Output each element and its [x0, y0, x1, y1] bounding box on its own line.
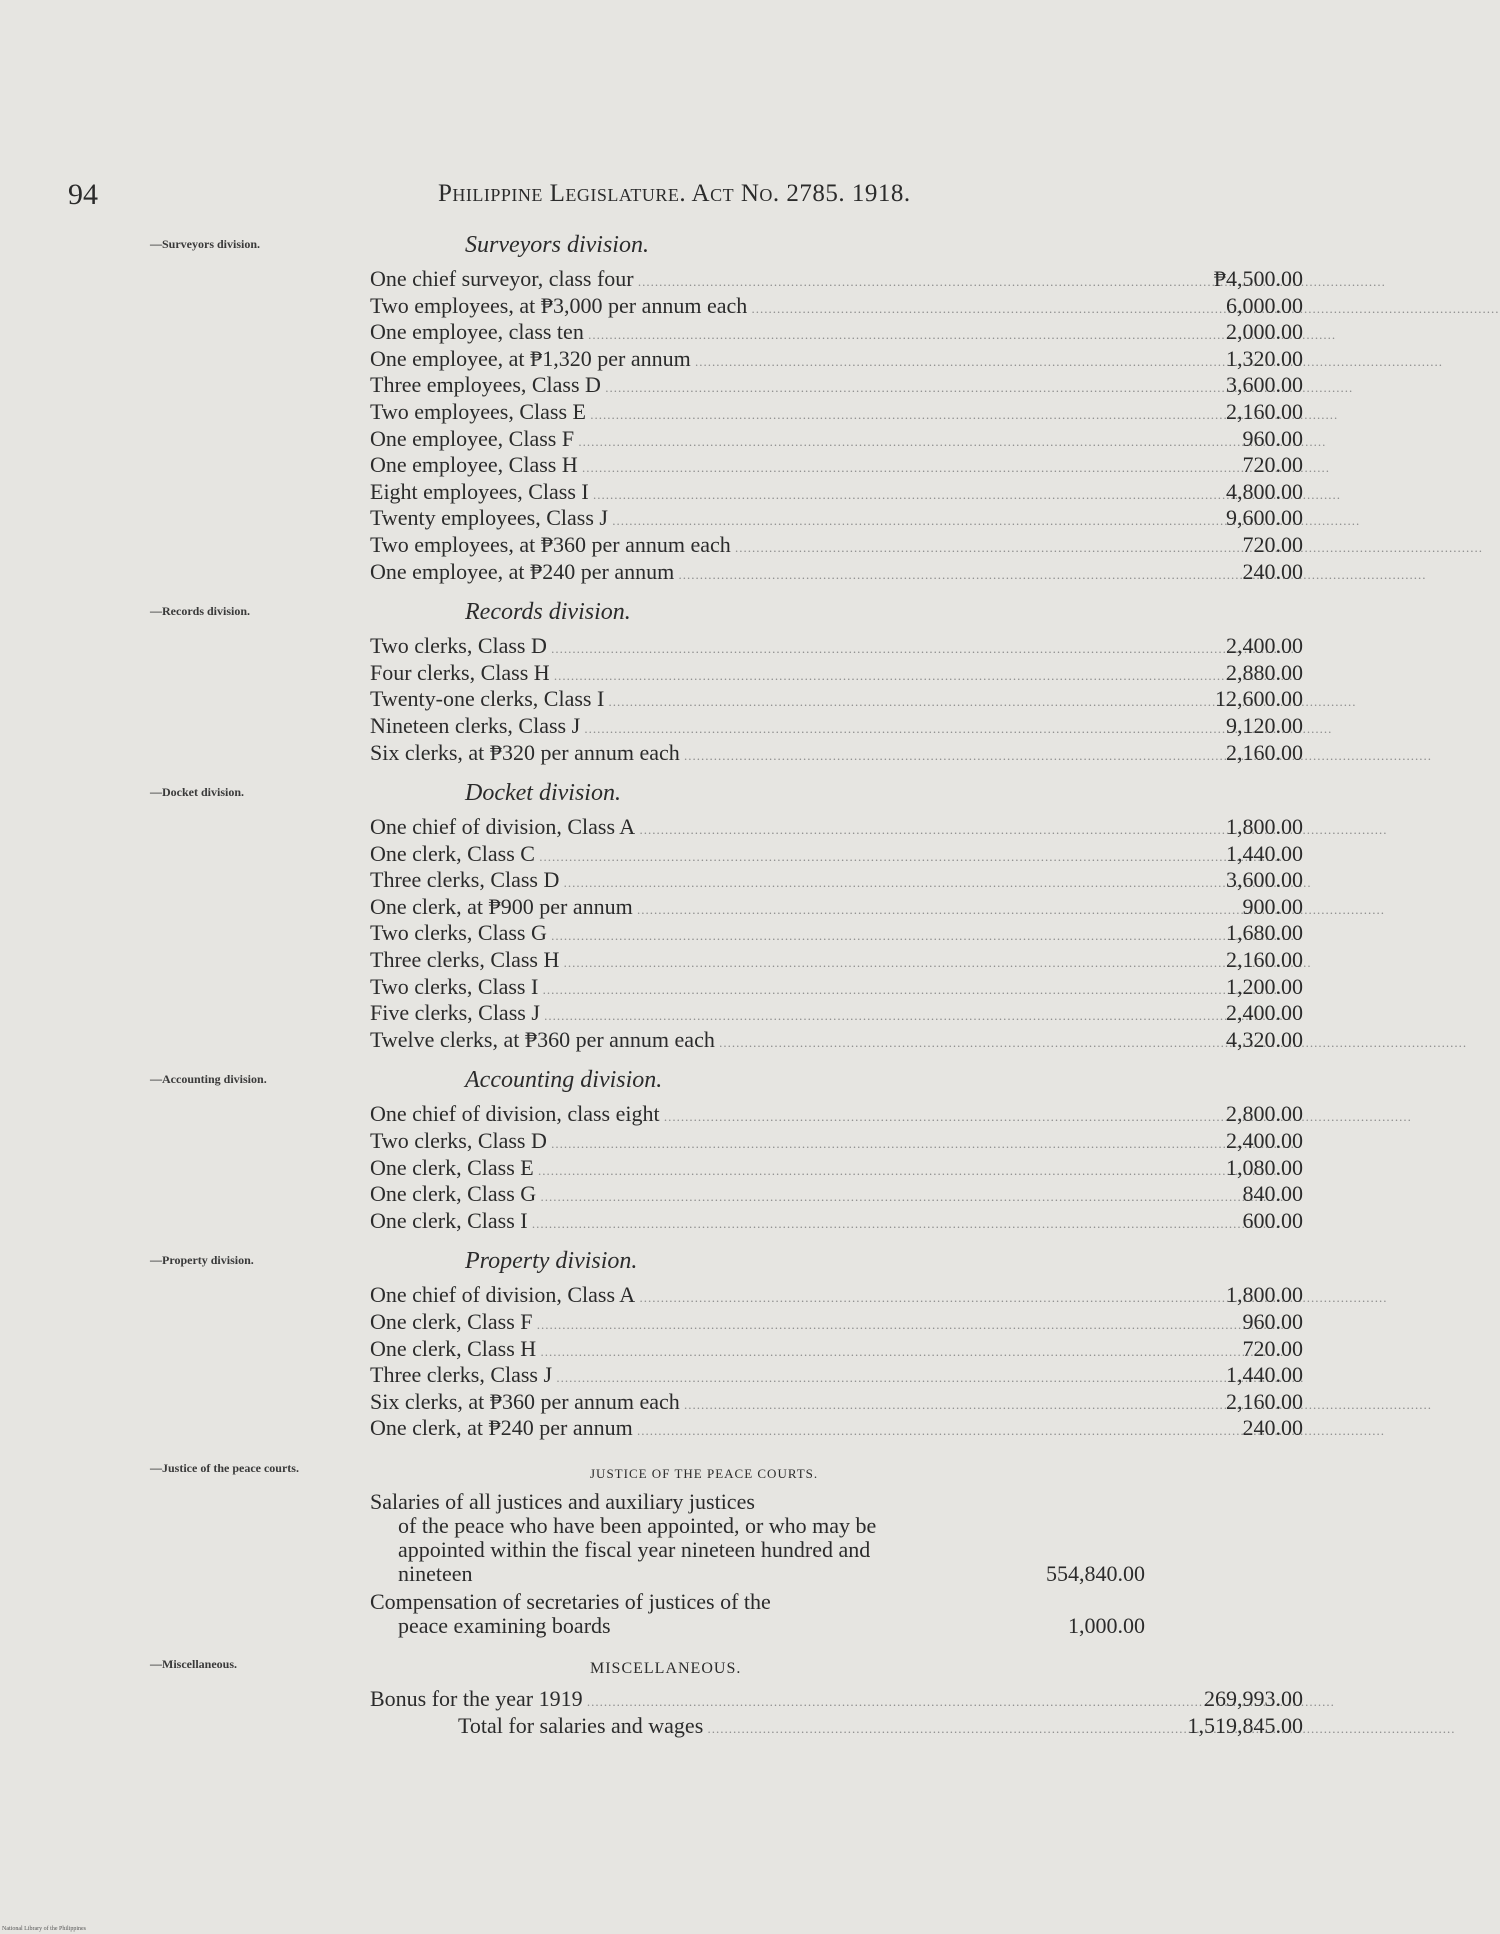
item-amount: 960.00 — [1242, 1309, 1303, 1334]
line-item — [150, 266, 1303, 293]
line-items — [150, 1282, 1303, 1442]
line-item — [150, 1335, 1303, 1363]
section-title: JUSTICE OF THE PEACE COURTS. — [590, 1465, 819, 1481]
line-item — [150, 1154, 1303, 1182]
line-items — [150, 266, 1303, 585]
item-amount: 2,160.00 — [1226, 398, 1303, 424]
item-label: One clerk, Class I ..... — [370, 1208, 1108, 1238]
line-item — [150, 505, 1303, 532]
item-label: One chief surveyor, class four ..... — [370, 266, 1108, 296]
line-item — [150, 814, 1303, 841]
item-text-rest: of the peace who have been appointed, or who may be appointed within the fiscal year nineteen hundred and nineteen — [398, 1512, 877, 1586]
item-amount: 3,600.00 — [1226, 867, 1303, 893]
line-item — [150, 372, 1303, 399]
records-section — [150, 599, 1303, 766]
item-amount: 2,400.00 — [1226, 1000, 1303, 1026]
item-amount: 1,080.00 — [1226, 1154, 1303, 1180]
section-head — [150, 1652, 1160, 1686]
item-label: One chief of division, class eight ..... — [370, 1101, 1108, 1131]
line-item — [150, 1101, 1303, 1128]
line-item — [150, 739, 1303, 767]
miscellaneous-section — [150, 1652, 1303, 1739]
line-items — [150, 1101, 1303, 1234]
line-item — [150, 686, 1303, 713]
item-amount: 12,600.00 — [1215, 686, 1303, 712]
item-amount: 1,800.00 — [1226, 1282, 1303, 1308]
line-item — [150, 893, 1303, 921]
item-amount: 240.00 — [1242, 558, 1303, 584]
line-item — [150, 712, 1303, 740]
item-label: Two employees, Class E ..... — [370, 399, 1108, 429]
line-item — [150, 558, 1303, 586]
item-amount: 1,000.00 — [1068, 1612, 1145, 1638]
item-label: One clerk, Class F ..... — [370, 1309, 1108, 1339]
appropriation-content — [150, 232, 1303, 1753]
total-amount: 1,519,845.00 — [1187, 1712, 1303, 1738]
property-section — [150, 1248, 1303, 1442]
line-item — [150, 1362, 1303, 1389]
item-label: Three employees, Class D ..... — [370, 372, 1108, 402]
margin-note: —Docket division. — [150, 785, 245, 800]
line-item — [150, 1207, 1303, 1235]
item-label: One clerk, Class H ..... — [370, 1336, 1108, 1366]
line-item — [150, 840, 1303, 868]
item-amount: 720.00 — [1242, 452, 1303, 478]
section-head — [150, 1248, 1160, 1282]
item-label: Three clerks, Class D ..... — [370, 867, 1108, 897]
line-item — [150, 920, 1303, 947]
section-title: Surveyors division. — [465, 232, 649, 258]
margin-note: —Surveyors division. — [150, 237, 261, 251]
item-amount: ₱4,500.00 — [1213, 266, 1303, 291]
line-item — [150, 659, 1303, 687]
total-label: Total for salaries and wages ..... — [370, 1713, 1108, 1743]
margin-note: —Justice of the peace courts. — [150, 1460, 299, 1475]
section-title: Docket division. — [465, 780, 621, 807]
item-amount: 2,880.00 — [1226, 659, 1303, 685]
item-label: Two clerks, Class G ..... — [370, 920, 1108, 950]
section-title: Records division. — [465, 599, 631, 626]
item-text — [370, 1490, 950, 1586]
item-label: One clerk, at ₱900 per annum ..... — [370, 894, 1108, 924]
line-item — [150, 531, 1303, 559]
line-item — [150, 1026, 1303, 1054]
item-amount: 269,993.00 — [1204, 1685, 1303, 1711]
item-label: One employee, Class H ..... — [370, 452, 1108, 482]
item-amount: 2,400.00 — [1226, 633, 1303, 659]
line-item — [150, 633, 1303, 660]
item-amount: 1,440.00 — [1226, 1362, 1303, 1388]
item-label: Two clerks, Class D ..... — [370, 1128, 1108, 1158]
item-label: Four clerks, Class H ..... — [370, 660, 1108, 690]
bonus-row — [150, 1685, 1303, 1713]
line-item — [150, 292, 1303, 320]
line-item — [150, 1282, 1303, 1309]
item-amount: 600.00 — [1242, 1207, 1303, 1233]
item-amount: 554,840.00 — [1046, 1560, 1145, 1586]
line-item — [150, 1309, 1303, 1336]
item-amount: 720.00 — [1242, 531, 1303, 557]
item-amount: 1,800.00 — [1226, 814, 1303, 840]
item-amount: 240.00 — [1242, 1415, 1303, 1441]
item-label: Nineteen clerks, Class J ..... — [370, 713, 1108, 743]
item-amount: 4,320.00 — [1226, 1026, 1303, 1052]
justice-salaries-item — [150, 1490, 1160, 1586]
item-amount: 2,800.00 — [1226, 1101, 1303, 1127]
item-text-rest: peace examining boards — [398, 1612, 611, 1638]
item-text-first: Compensation of secretaries of justices of the — [370, 1588, 771, 1614]
item-label: Bonus for the year 1919 ..... — [370, 1686, 1108, 1716]
accounting-section — [150, 1067, 1303, 1234]
item-amount: 840.00 — [1242, 1181, 1303, 1207]
item-amount: 2,160.00 — [1226, 739, 1303, 765]
item-amount: 720.00 — [1242, 1335, 1303, 1361]
item-label: Two employees, at ₱3,000 per annum each ..... — [370, 293, 1108, 323]
line-items — [150, 633, 1303, 766]
section-title: Property division. — [465, 1248, 638, 1275]
section-title: Accounting division. — [465, 1067, 663, 1094]
section-head — [150, 232, 1160, 266]
line-item — [150, 425, 1303, 453]
item-amount: 6,000.00 — [1226, 292, 1303, 318]
item-label: Twelve clerks, at ₱360 per annum each ..... — [370, 1027, 1108, 1057]
section-head — [150, 1456, 1160, 1490]
item-amount: 9,120.00 — [1226, 712, 1303, 738]
line-item — [150, 319, 1303, 346]
item-amount: 1,320.00 — [1226, 345, 1303, 371]
item-label: One clerk, Class E ..... — [370, 1155, 1108, 1185]
item-label: Two employees, at ₱360 per annum each ..... — [370, 532, 1108, 562]
secretaries-compensation-item — [150, 1590, 1160, 1638]
section-title: MISCELLANEOUS. — [590, 1659, 742, 1677]
margin-note: —Property division. — [150, 1253, 254, 1268]
item-amount: 1,680.00 — [1226, 920, 1303, 946]
item-label: One clerk, Class G ..... — [370, 1181, 1108, 1211]
item-amount: 1,440.00 — [1226, 840, 1303, 866]
item-amount: 900.00 — [1242, 893, 1303, 919]
item-text-first: Salaries of all justices and auxiliary justices — [370, 1488, 755, 1514]
item-label: One chief of division, Class A ..... — [370, 1282, 1108, 1312]
line-item — [150, 452, 1303, 479]
item-label: Six clerks, at ₱360 per annum each ..... — [370, 1389, 1108, 1419]
item-label: Three clerks, Class J ..... — [370, 1362, 1108, 1392]
item-label: Twenty-one clerks, Class I ..... — [370, 686, 1108, 716]
item-text — [370, 1590, 950, 1638]
total-row — [150, 1712, 1303, 1740]
justice-section — [150, 1456, 1160, 1638]
running-head: Philippine Legislature. Act No. 2785. 1918. — [438, 180, 911, 207]
line-items — [150, 814, 1303, 1053]
docket-section — [150, 780, 1303, 1053]
item-label: One employee, at ₱240 per annum ..... — [370, 559, 1108, 589]
line-item — [150, 1000, 1303, 1027]
item-label: One employee, class ten ..... — [370, 319, 1108, 349]
section-head — [150, 780, 1160, 814]
item-label: Two clerks, Class I ..... — [370, 974, 1108, 1004]
page-number: 94 — [68, 178, 98, 211]
surveyors-section — [150, 232, 1303, 585]
item-amount: 2,160.00 — [1226, 947, 1303, 973]
line-item — [150, 345, 1303, 373]
item-amount: 3,600.00 — [1226, 372, 1303, 398]
line-item — [150, 973, 1303, 1001]
line-item — [150, 398, 1303, 426]
item-label: One employee, at ₱1,320 per annum ..... — [370, 346, 1108, 376]
item-amount: 2,160.00 — [1226, 1388, 1303, 1414]
margin-note: —Miscellaneous. — [150, 1656, 237, 1671]
item-label: One clerk, Class C ..... — [370, 841, 1108, 871]
item-label: One clerk, at ₱240 per annum ..... — [370, 1415, 1108, 1445]
item-label: Three clerks, Class H ..... — [370, 947, 1108, 977]
item-amount: 1,200.00 — [1226, 973, 1303, 999]
item-amount: 2,000.00 — [1226, 319, 1303, 345]
source-note: National Library of the Philippines — [2, 1926, 86, 1932]
item-label: Five clerks, Class J ..... — [370, 1000, 1108, 1030]
line-item — [150, 1128, 1303, 1155]
item-amount: 2,400.00 — [1226, 1128, 1303, 1154]
line-item — [150, 867, 1303, 894]
section-head — [150, 599, 1160, 633]
item-label: One chief of division, Class A ..... — [370, 814, 1108, 844]
line-item — [150, 947, 1303, 974]
item-label: Six clerks, at ₱320 per annum each ..... — [370, 740, 1108, 770]
section-head — [150, 1067, 1160, 1101]
margin-note: —Accounting division. — [150, 1072, 267, 1087]
item-label: Two clerks, Class D ..... — [370, 633, 1108, 663]
item-amount: 9,600.00 — [1226, 505, 1303, 531]
item-amount: 960.00 — [1242, 425, 1303, 451]
line-item — [150, 1388, 1303, 1416]
line-item — [150, 1181, 1303, 1208]
margin-note: —Records division. — [150, 604, 251, 619]
item-label: Twenty employees, Class J ..... — [370, 505, 1108, 535]
item-label: One employee, Class F ..... — [370, 426, 1108, 456]
item-label: Eight employees, Class I ..... — [370, 479, 1108, 509]
item-amount: 4,800.00 — [1226, 478, 1303, 504]
line-item — [150, 478, 1303, 506]
line-item — [150, 1415, 1303, 1442]
